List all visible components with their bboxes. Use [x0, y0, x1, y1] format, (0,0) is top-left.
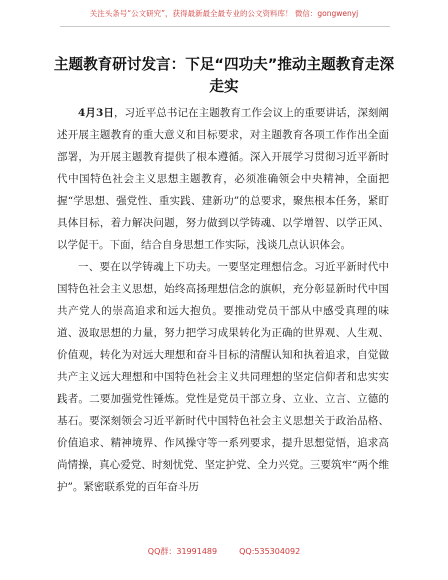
paragraph-1-text: ，习近平总书记在主题教育工作会议上的重要讲话，深刻阐述开展主题教育的重大意义和目标要求，对主题教育各项工作作出全面部署，为开展主题教育提供了根本遵循。深入开展学习贯彻习近平新时代中国特色社会主义思想主题教育，必须准确领会中央精神，全面把握“学思想、强党性、重实践、建新功”的总要求，聚焦根本任务，紧盯具体目标，着力解决问题，努力做到以学铸魂、以学增智、以学正风、以学促干。下面，结合自身思想工作实际，浅谈几点认识体会。	[57, 107, 389, 251]
header-banner: 关注头条号“公文研究”，获得最新最全最专业的公文资料库！ 微信：gongwenyj	[89, 9, 359, 18]
document-body	[57, 102, 389, 498]
header-divider	[60, 26, 390, 27]
footer-qq: QQ:535304092	[239, 547, 301, 556]
footer-contact	[0, 546, 448, 557]
footer-qq-group: QQ群：31991489	[147, 547, 218, 556]
paragraph-2: 一、要在以学铸魂上下功夫。一要坚定理想信念。习近平新时代中国特色社会主义思想，始终高扬理想信念的旗帜，充分彰显新时代中国共产党人的崇高追求和远大抱负。要推动党员干部从中感受真理的味道、汲取思想的力量，努力把学习成果转化为正确的世界观、人生观、价值观，转化为对远大理想和奋斗目标的清醒认知和执着追求，自觉做共产主义远大理想和中国特色社会主义共同理想的坚定信仰者和忠实实践者。二要加强党性锤炼。党性是党员干部立身、立业、立言、立德的基石。要深刻领会习近平新时代中国特色社会主义思想关于政治品格、价值追求、精神境界、作风操守等一系列要求，提升思想觉悟，追求高尚情操，真心爱党、时刻忧党、坚定护党、全力兴党。三要筑牢“两个维护”。紧密联系党的百年奋斗历	[57, 261, 389, 493]
document-title: 主题教育研讨发言：下足“四功夫”推动主题教育走深走实	[53, 56, 395, 95]
date-text: 4月3日	[78, 107, 114, 119]
paragraph-1	[57, 102, 389, 256]
